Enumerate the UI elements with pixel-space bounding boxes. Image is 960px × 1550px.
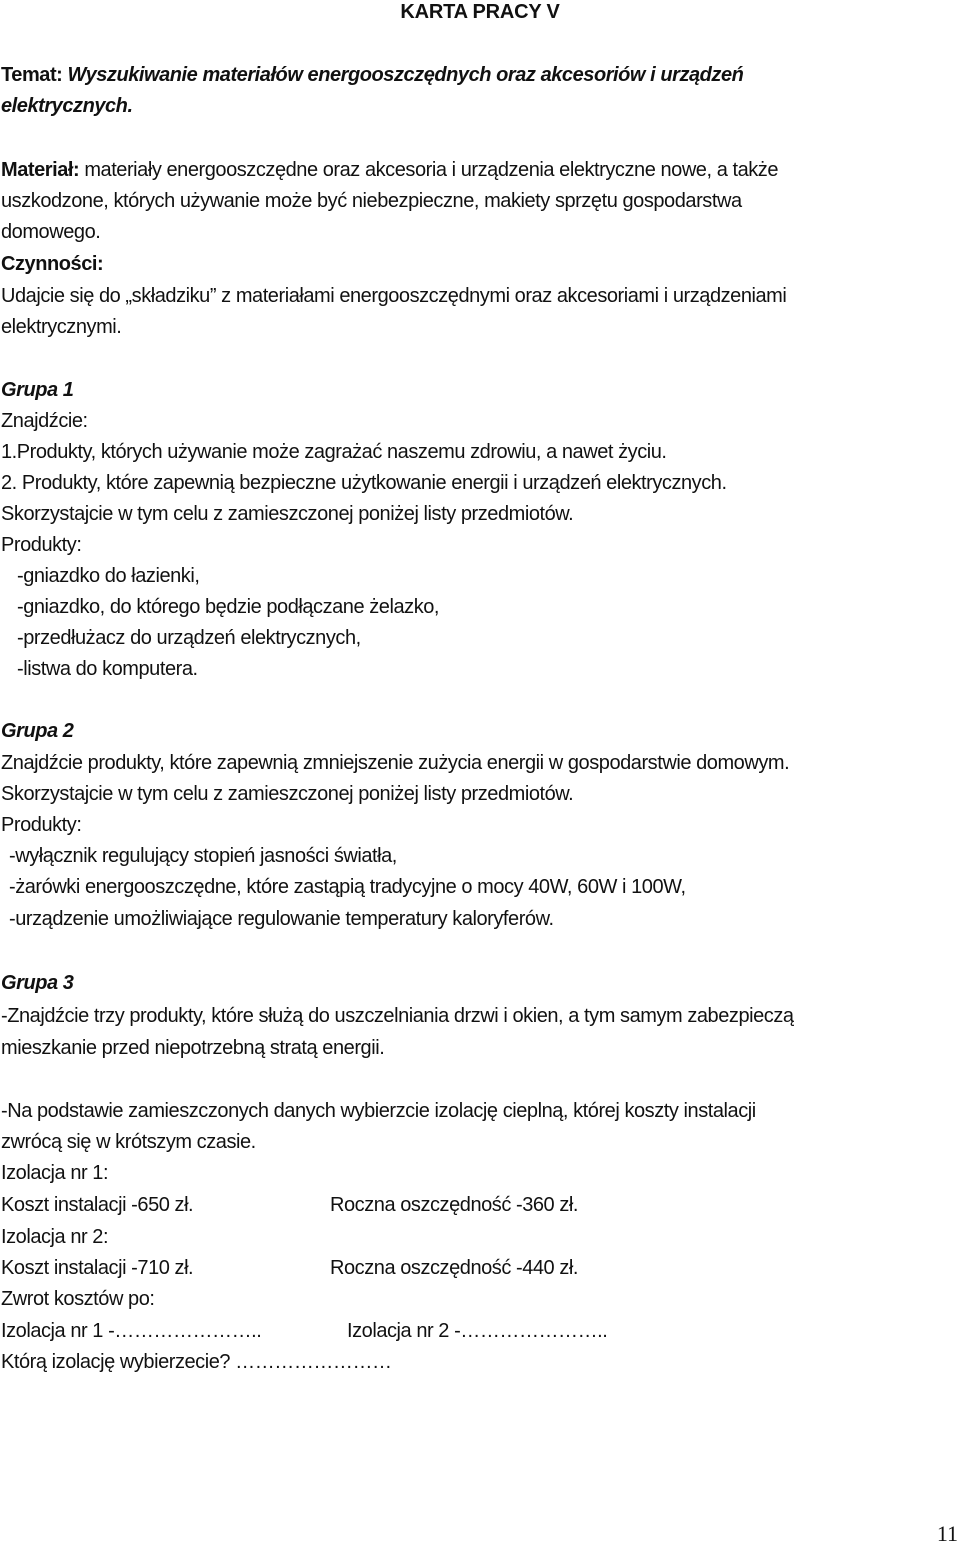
group2-use-list: Skorzystajcie w tym celu z zamieszczonej poniżej listy przedmiotów. — [1, 783, 574, 805]
group1-products-label: Produkty: — [1, 534, 82, 556]
group1-item-2: 2. Produkty, które zapewnią bezpieczne użytkowanie energii i urządzeń elektrycznych. — [1, 472, 727, 494]
group2-heading: Grupa 2 — [1, 720, 74, 742]
topic-text: Wyszukiwanie materiałów energooszczędnych oraz akcesoriów i urządzeń — [67, 64, 744, 86]
activities-label: Czynności: — [1, 253, 104, 275]
insulation2-savings: Roczna oszczędność -440 zł. — [330, 1257, 578, 1279]
topic-label: Temat: — [1, 64, 63, 86]
group1-use-list: Skorzystajcie w tym celu z zamieszczonej poniżej listy przedmiotów. — [1, 503, 574, 525]
payback-insulation-1: Izolacja nr 1 -………………….. — [1, 1320, 262, 1342]
group2-product-item: -urządzenie umożliwiające regulowanie temperatury kaloryferów. — [9, 908, 554, 930]
insulation1-savings: Roczna oszczędność -360 zł. — [330, 1194, 578, 1216]
group3-heading: Grupa 3 — [1, 972, 74, 994]
insulation1-label: Izolacja nr 1: — [1, 1162, 109, 1184]
topic-line-1 — [1, 60, 743, 91]
group3-task1-line-2: mieszkanie przed niepotrzebną stratą energii. — [1, 1037, 385, 1059]
material-line-1 — [1, 155, 778, 186]
group1-heading: Grupa 1 — [1, 379, 74, 401]
insulation-question: Którą izolację wybierzecie? …………………… — [1, 1351, 392, 1373]
activities-line-2: elektrycznymi. — [1, 316, 122, 338]
group3-task2-line-2: zwrócą się w krótszym czasie. — [1, 1131, 256, 1153]
group1-find: Znajdźcie: — [1, 410, 88, 432]
insulation2-cost: Koszt instalacji -710 zł. — [1, 1257, 194, 1279]
payback-label: Zwrot kosztów po: — [1, 1288, 155, 1310]
material-text: materiały energooszczędne oraz akcesoria i urządzenia elektryczne nowe, a także — [84, 159, 779, 181]
material-label: Materiał: — [1, 159, 80, 181]
topic-line-2: elektrycznych. — [1, 95, 133, 117]
group2-product-item: -żarówki energooszczędne, które zastąpią tradycyjne o mocy 40W, 60W i 100W, — [9, 876, 686, 898]
group2-products-label: Produkty: — [1, 814, 82, 836]
group1-product-item: -listwa do komputera. — [17, 658, 198, 680]
group2-find: Znajdźcie produkty, które zapewnią zmniejszenie zużycia energii w gospodarstwie domowym. — [1, 752, 790, 774]
group1-product-item: -przedłużacz do urządzeń elektrycznych, — [17, 627, 361, 649]
group2-product-item: -wyłącznik regulujący stopień jasności światła, — [9, 845, 397, 867]
insulation2-label: Izolacja nr 2: — [1, 1226, 109, 1248]
group1-product-item: -gniazdko, do którego będzie podłączane żelazko, — [17, 596, 440, 618]
material-line-3: domowego. — [1, 221, 101, 243]
page-number: 11 — [936, 1521, 958, 1546]
group1-item-1: 1.Produkty, których używanie może zagrażać naszemu zdrowiu, a nawet życiu. — [1, 441, 667, 463]
group3-task2-line-1: -Na podstawie zamieszczonych danych wybierzcie izolację cieplną, której koszty instalacji — [1, 1100, 756, 1122]
page-title: KARTA PRACY V — [400, 1, 560, 23]
payback-insulation-2: Izolacja nr 2 -………………….. — [347, 1320, 608, 1342]
activities-line-1: Udajcie się do „składziku” z materiałami energooszczędnymi oraz akcesoriami i urządzeniami — [1, 285, 787, 307]
group3-task1-line-1: -Znajdźcie trzy produkty, które służą do uszczelniania drzwi i okien, a tym samym zabezpieczą — [1, 1005, 794, 1027]
material-line-2: uszkodzone, których używanie może być niebezpieczne, makiety sprzętu gospodarstwa — [1, 190, 742, 212]
group1-product-item: -gniazdko do łazienki, — [17, 565, 200, 587]
insulation1-cost: Koszt instalacji -650 zł. — [1, 1194, 194, 1216]
